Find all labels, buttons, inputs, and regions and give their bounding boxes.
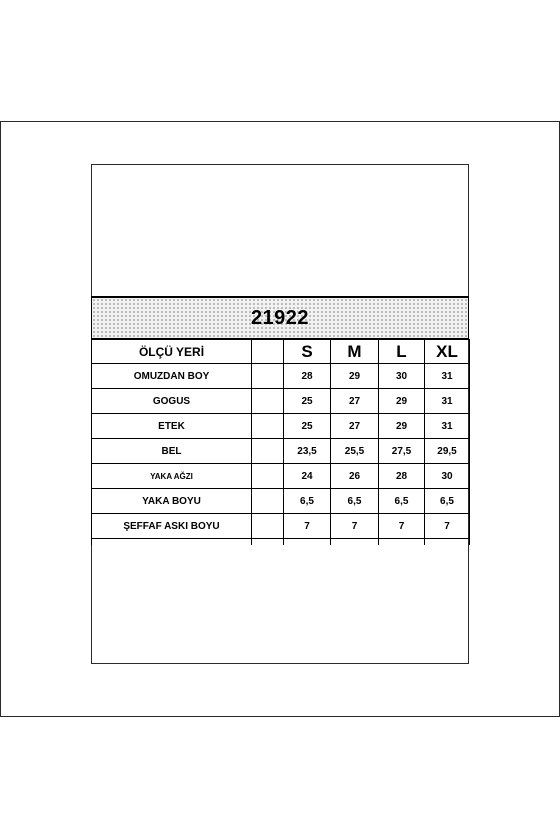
blank-header-cell bbox=[252, 340, 284, 364]
tail-cell bbox=[252, 539, 284, 545]
value-cell: 7 bbox=[379, 514, 425, 539]
tail-cell bbox=[379, 539, 425, 545]
blank-cell bbox=[252, 514, 284, 539]
value-cell: 26 bbox=[331, 464, 379, 489]
value-cell: 6,5 bbox=[425, 489, 470, 514]
table-row bbox=[92, 364, 470, 389]
blank-cell bbox=[252, 464, 284, 489]
table-row bbox=[92, 414, 470, 439]
size-header-l: L bbox=[379, 340, 425, 364]
table-row bbox=[92, 439, 470, 464]
blank-cell bbox=[252, 414, 284, 439]
value-cell: 24 bbox=[284, 464, 331, 489]
size-header-s: S bbox=[284, 340, 331, 364]
blank-cell bbox=[252, 489, 284, 514]
value-cell: 25 bbox=[284, 389, 331, 414]
value-cell: 29 bbox=[379, 414, 425, 439]
table-row bbox=[92, 514, 470, 539]
size-chart-table bbox=[91, 296, 469, 545]
blank-cell bbox=[252, 364, 284, 389]
tail-cell bbox=[92, 539, 252, 545]
value-cell: 31 bbox=[425, 389, 470, 414]
tail-cell bbox=[425, 539, 470, 545]
value-cell: 30 bbox=[425, 464, 470, 489]
value-cell: 7 bbox=[331, 514, 379, 539]
value-cell: 29 bbox=[379, 389, 425, 414]
table-row bbox=[92, 464, 470, 489]
row-label: YAKA BOYU bbox=[92, 489, 252, 514]
value-cell: 28 bbox=[284, 364, 331, 389]
value-cell: 27 bbox=[331, 414, 379, 439]
value-cell: 31 bbox=[425, 364, 470, 389]
value-cell: 7 bbox=[425, 514, 470, 539]
row-label: YAKA AĞZI bbox=[92, 464, 252, 489]
row-label: ETEK bbox=[92, 414, 252, 439]
measurement-point-header: ÖLÇÜ YERİ bbox=[92, 340, 252, 364]
blank-cell bbox=[252, 439, 284, 464]
model-number: 21922 bbox=[250, 306, 310, 329]
table-row bbox=[92, 389, 470, 414]
table-tail-row bbox=[92, 539, 470, 545]
tail-cell bbox=[331, 539, 379, 545]
size-header-xl: XL bbox=[425, 340, 470, 364]
model-title-row bbox=[91, 296, 469, 339]
row-label: OMUZDAN BOY bbox=[92, 364, 252, 389]
value-cell: 28 bbox=[379, 464, 425, 489]
value-cell: 6,5 bbox=[284, 489, 331, 514]
value-cell: 27,5 bbox=[379, 439, 425, 464]
row-label: ŞEFFAF ASKI BOYU bbox=[92, 514, 252, 539]
row-label: GOGUS bbox=[92, 389, 252, 414]
tail-cell bbox=[284, 539, 331, 545]
value-cell: 25 bbox=[284, 414, 331, 439]
size-grid bbox=[91, 339, 470, 545]
value-cell: 29 bbox=[331, 364, 379, 389]
value-cell: 29,5 bbox=[425, 439, 470, 464]
value-cell: 7 bbox=[284, 514, 331, 539]
value-cell: 25,5 bbox=[331, 439, 379, 464]
table-row bbox=[92, 489, 470, 514]
blank-cell bbox=[252, 389, 284, 414]
row-label: BEL bbox=[92, 439, 252, 464]
value-cell: 6,5 bbox=[331, 489, 379, 514]
value-cell: 31 bbox=[425, 414, 470, 439]
value-cell: 27 bbox=[331, 389, 379, 414]
size-header-m: M bbox=[331, 340, 379, 364]
header-row bbox=[92, 340, 470, 364]
value-cell: 6,5 bbox=[379, 489, 425, 514]
value-cell: 23,5 bbox=[284, 439, 331, 464]
value-cell: 30 bbox=[379, 364, 425, 389]
